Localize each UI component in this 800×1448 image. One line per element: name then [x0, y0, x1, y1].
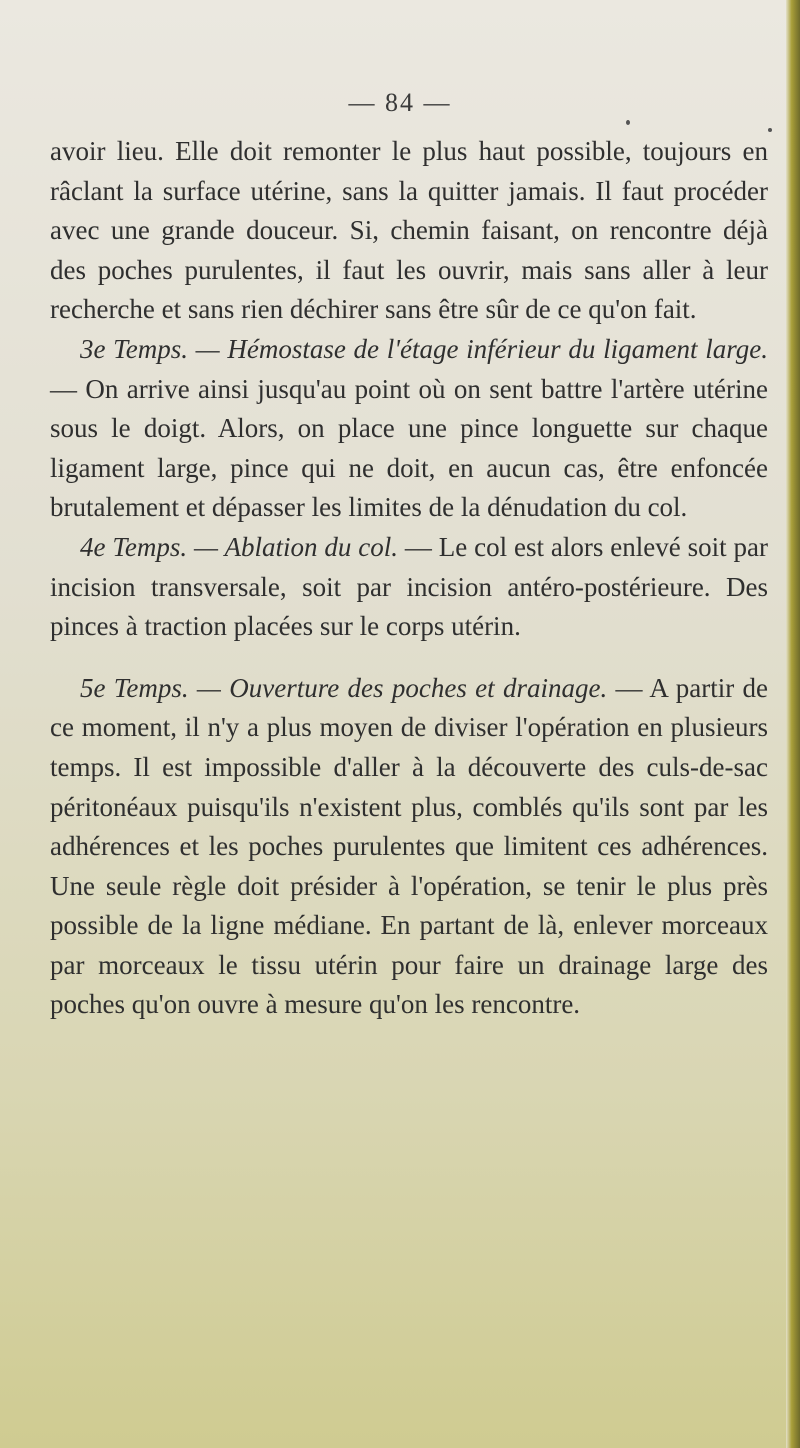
section-heading-temps-5: 5e Temps. — Ouverture des poches et drainage.: [80, 672, 608, 703]
paragraph-temps-3: [50, 330, 768, 528]
paragraph-temps-5-text: — A partir de ce moment, il n'y a plus moyen de diviser l'opération en plusieurs temps. Il est impossible d'aller à la découverte des culs-de-sac péritonéaux puisqu'ils n'existent plus, comblés qu'ils sont par les adhérences et les poches purulentes que limitent ces adhérences. Une seule règle doit présider à l'opération, se tenir le plus près possible de la ligne médiane. En partant de là, enlever morceaux par morceaux le tissu utérin pour faire un drainage large des poches qu'on ouvre à mesure qu'on les rencontre.: [50, 672, 768, 1020]
paragraph-temps-3-text: — On arrive ainsi jusqu'au point où on sent battre l'artère utérine sous le doigt. Alors, on place une pince longuette sur chaque ligament large, pince qui ne doit, en aucun cas, être enfoncée brutalement et dépasser les limites de la dénudation du col.: [50, 373, 768, 523]
section-heading-temps-3: 3e Temps. — Hémostase de l'étage inférieur du ligament large.: [80, 333, 768, 364]
section-heading-temps-4: 4e Temps. — Ablation du col.: [80, 531, 398, 562]
body-text: [50, 132, 768, 1025]
page-number: — 84 —: [348, 88, 452, 117]
paragraph-temps-5: [50, 669, 768, 1025]
ink-speck: [626, 120, 630, 125]
paragraph-1: avoir lieu. Elle doit remonter le plus haut possible, toujours en râclant la surface utérine, sans la quitter jamais. Il faut procéder avec une grande douceur. Si, chemin faisant, on rencontre déjà des poches purulentes, il faut les ouvrir, mais sans aller à leur recherche et sans rien déchirer sans être sûr de ce qu'on fait.: [50, 136, 768, 325]
page-edge-shadow: [786, 0, 800, 1448]
paragraph-temps-4-text: — Le col est alors enlevé soit par incision transversale, soit par incision antéro-postérieure. Des pinces à traction placées sur le corps utérin.: [50, 531, 768, 642]
ink-speck: [768, 128, 772, 132]
paragraph-temps-4: [50, 528, 768, 647]
